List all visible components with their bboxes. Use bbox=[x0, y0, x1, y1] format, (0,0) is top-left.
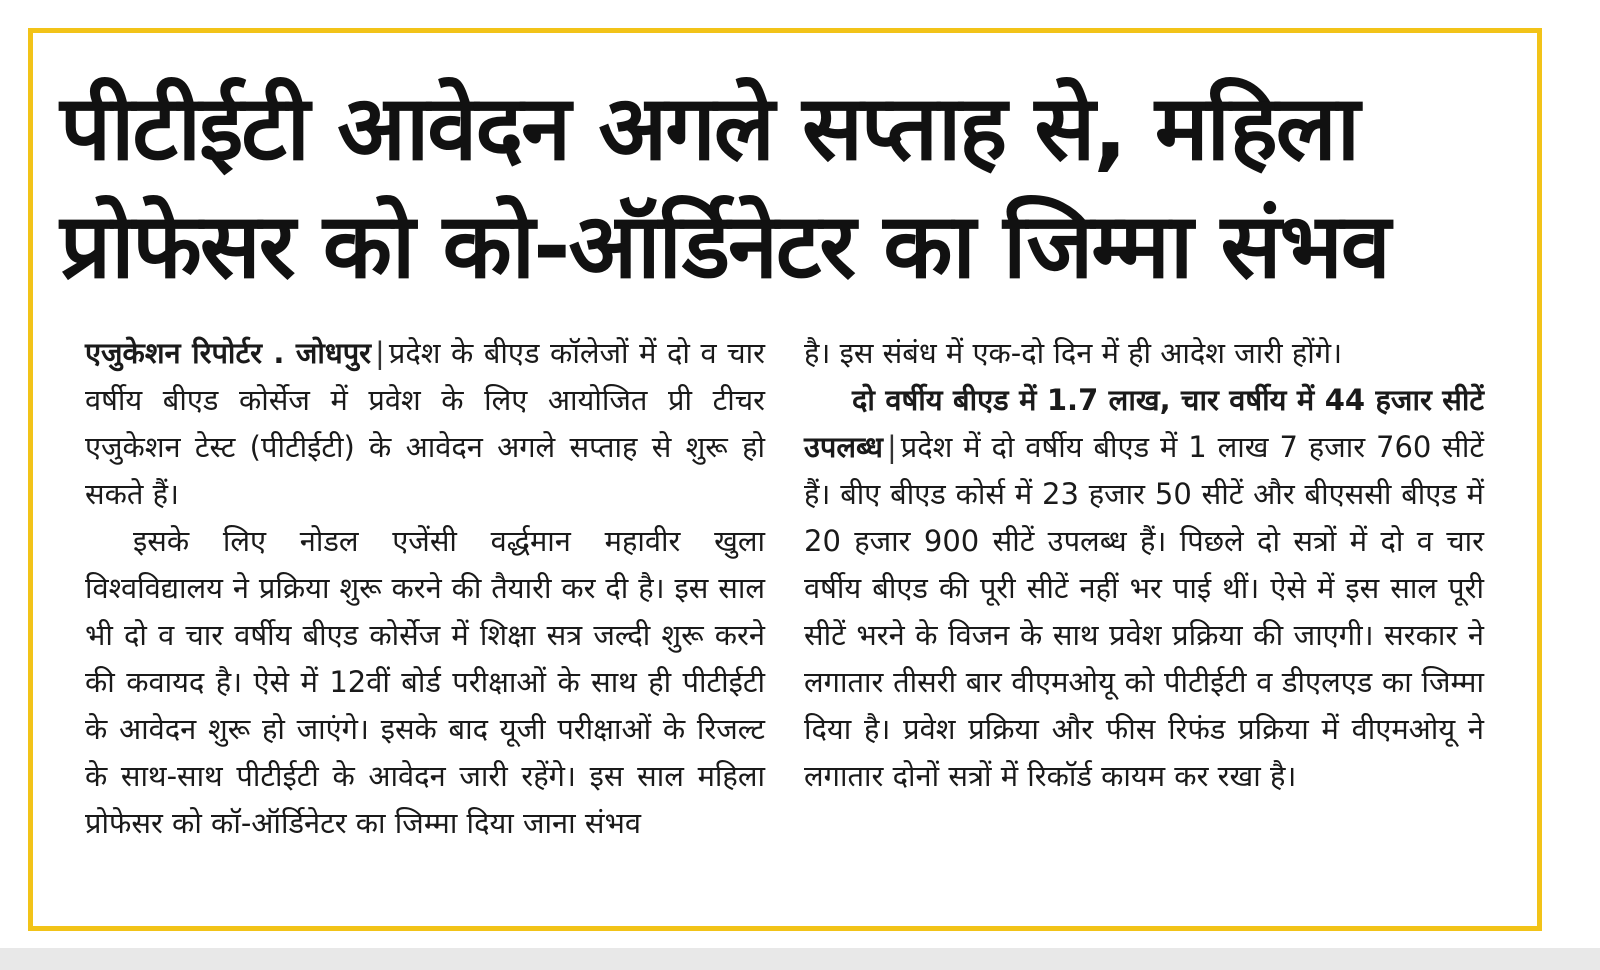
right-paragraph-1: है। इस संबंध में एक-दो दिन में ही आदेश जारी होंगे। bbox=[804, 336, 1343, 370]
dateline: एजुकेशन रिपोर्टर . जोधपुर bbox=[85, 336, 372, 370]
article-column-right bbox=[804, 330, 1484, 800]
left-paragraph-1-text: प्रदेश के बीएड कॉलेजों में दो व चार वर्षीय बीएड कोर्सेज में प्रवेश के लिए आयोजित प्री टीचर एजुकेशन टेस्ट (पीटीईटी) के आवेदन अगले सप्ताह से शुरू हो सकते हैं। bbox=[85, 336, 765, 511]
headline-line-2: प्रोफेसर को को-ऑर्डिनेटर का जिम्मा संभव bbox=[60, 194, 1389, 299]
subheading: दो वर्षीय बीएड में 1.7 लाख, चार वर्षीय में 44 हजार सीटें उपलब्ध bbox=[804, 383, 1484, 464]
bottom-gray-strip bbox=[0, 948, 1600, 970]
right-paragraph-2-text: प्रदेश में दो वर्षीय बीएड में 1 लाख 7 हजार 760 सीटें हैं। बीए बीएड कोर्स में 23 हजार 50 सीटें और बीएससी बीएड में 20 हजार 900 सीटें उपलब्ध हैं। पिछले दो सत्रों में दो व चार वर्षीय बीएड की पूरी सीटें नहीं भर पाई थीं। ऐसे में इस साल पूरी सीटें भरने के विजन के साथ प्रवेश प्रक्रिया की जाएगी। सरकार ने लगातार तीसरी बार वीएमओयू को पीटीईटी व डीएलएड का जिम्मा दिया है। प्रवेश प्रक्रिया और फीस रिफंड प्रक्रिया में वीएमओयू ने लगातार दोनों सत्रों में रिकॉर्ड कायम कर रखा है। bbox=[804, 430, 1484, 793]
headline-line-1: पीटीईटी आवेदन अगले सप्ताह से, महिला bbox=[60, 76, 1359, 181]
left-paragraph-2: इसके लिए नोडल एजेंसी वर्द्धमान महावीर खुला विश्वविद्यालय ने प्रक्रिया शुरू करने की तैयारी कर दी है। इस साल भी दो व चार वर्षीय बीएड कोर्सेज में शिक्षा सत्र जल्दी शुरू करने की कवायद है। ऐसे में 12वीं बोर्ड परीक्षाओं के साथ ही पीटीईटी के आवेदन शुरू हो जाएंगे। इसके बाद यूजी परीक्षाओं के रिजल्ट के साथ-साथ पीटीईटी के आवेदन जारी रहेंगे। इस साल महिला प्रोफेसर को कॉ-ऑर्डिनेटर का जिम्मा दिया जाना संभव bbox=[85, 524, 765, 840]
article-column-left bbox=[85, 330, 765, 847]
left-paragraph-1 bbox=[85, 330, 765, 518]
headline bbox=[60, 70, 1480, 306]
right-paragraph-2 bbox=[804, 377, 1484, 800]
subheading-separator: | bbox=[886, 430, 897, 464]
dateline-separator: | bbox=[375, 336, 385, 370]
